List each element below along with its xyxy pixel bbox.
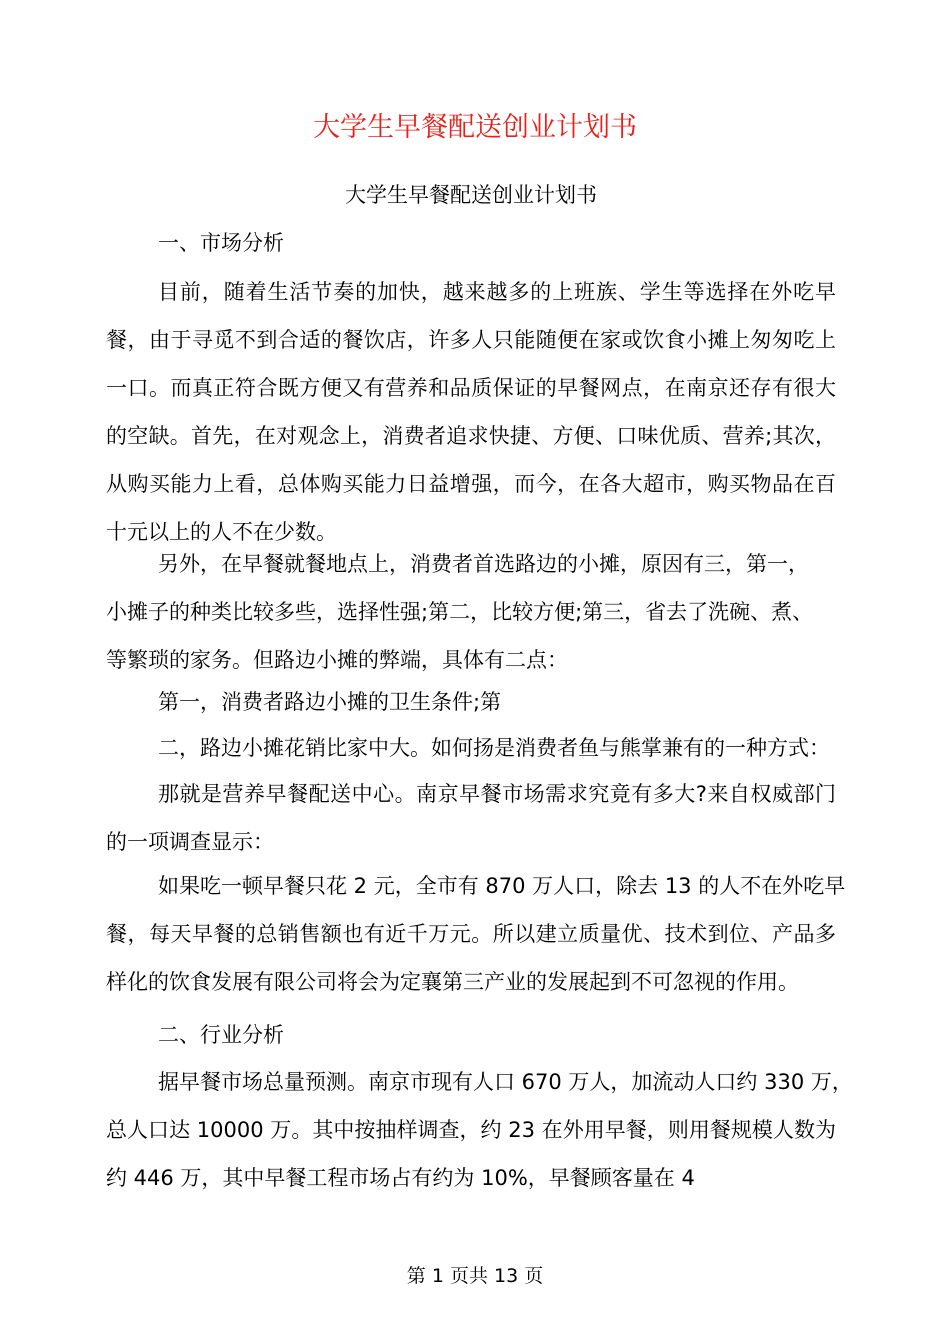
paragraph-line: 的一项调查显示： (106, 830, 274, 854)
paragraph-line: 据早餐市场总量预测。南京市现有人口 670 万人，加流动人口约 330 万， (158, 1070, 853, 1094)
section-heading-market-analysis: 一、市场分析 (158, 231, 284, 255)
paragraph-line: 第一，消费者路边小摊的卫生条件;第 (158, 690, 502, 714)
paragraph-line: 等繁琐的家务。但路边小摊的弊端，具体有二点： (106, 648, 568, 672)
paragraph-line: 十元以上的人不在少数。 (106, 520, 337, 544)
paragraph-4 (106, 724, 836, 772)
paragraph-6 (106, 862, 846, 1006)
paragraph-line: 的空缺。首先，在对观念上，消费者追求快捷、方便、口味优质、营养;其次， (106, 424, 836, 448)
paragraph-line: 餐，由于寻觅不到合适的餐饮店，许多人只能随便在家或饮食小摊上匆匆吃上 (106, 328, 836, 352)
paragraph-7 (106, 1058, 853, 1202)
section-heading-industry-analysis: 二、行业分析 (158, 1023, 284, 1047)
paragraph-line: 餐，每天早餐的总销售额也有近千万元。所以建立质量优、技术到位、产品多 (106, 922, 836, 946)
paragraph-line: 从购买能力上看，总体购买能力日益增强，而今，在各大超市，购买物品在百 (106, 472, 836, 496)
paragraph-3 (106, 678, 836, 726)
document-title: 大学生早餐配送创业计划书 (313, 112, 637, 143)
page-indicator: 第 1 页共 13 页 (406, 1265, 544, 1287)
paragraph-line: 样化的饮食发展有限公司将会为定襄第三产业的发展起到不可忽视的作用。 (106, 970, 799, 994)
document-subtitle: 大学生早餐配送创业计划书 (345, 183, 597, 207)
paragraph-line: 一口。而真正符合既方便又有营养和品质保证的早餐网点，在南京还存有很大 (106, 376, 836, 400)
paragraph-line: 约 446 万，其中早餐工程市场占有约为 10%，早餐顾客量在 4 (106, 1166, 695, 1190)
paragraph-line: 目前，随着生活节奏的加快，越来越多的上班族、学生等选择在外吃早 (158, 280, 836, 304)
paragraph-line: 小摊子的种类比较多些，选择性强;第二，比较方便;第三，省去了洗碗、煮、 (106, 600, 814, 624)
paragraph-5 (106, 770, 836, 866)
paragraph-line: 二，路边小摊花销比家中大。如何扬是消费者鱼与熊掌兼有的一种方式： (158, 736, 830, 760)
paragraph-line: 如果吃一顿早餐只花 2 元，全市有 870 万人口，除去 13 的人不在外吃早 (158, 874, 846, 898)
paragraph-line: 那就是营养早餐配送中心。南京早餐市场需求究竟有多大?来自权威部门 (158, 782, 836, 806)
paragraph-line: 另外，在早餐就餐地点上，消费者首选路边的小摊，原因有三，第一， (158, 552, 809, 576)
paragraph-2 (106, 540, 836, 684)
paragraph-1 (106, 268, 836, 556)
paragraph-line: 总人口达 10000 万。其中按抽样调查，约 23 在外用早餐，则用餐规模人数为 (106, 1118, 836, 1142)
